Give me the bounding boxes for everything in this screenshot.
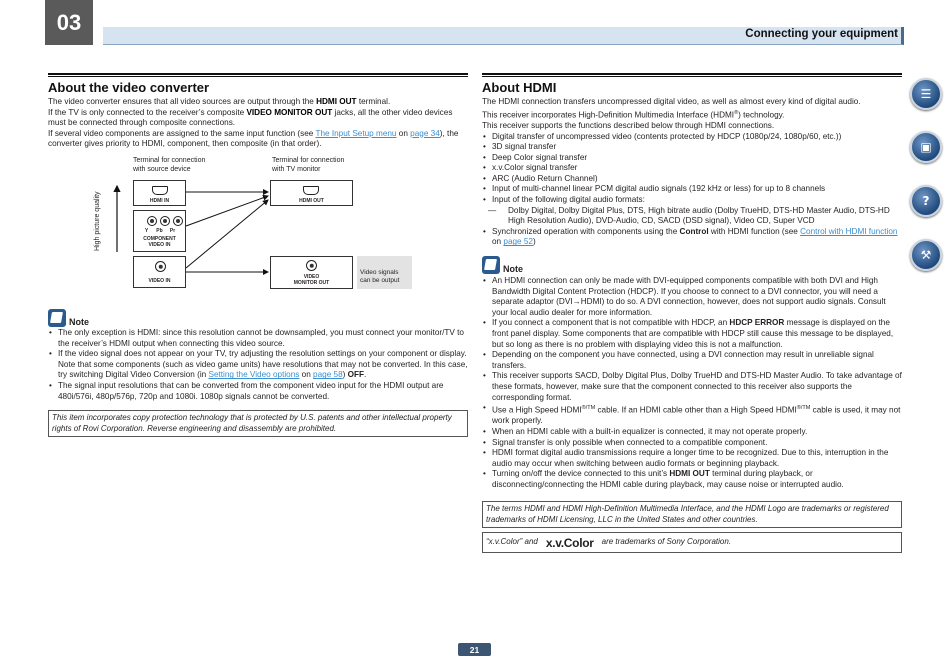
feature-item: • x.v.Color signal transfer: [482, 163, 902, 174]
xvcolor-logo: x.v.Color: [545, 535, 594, 550]
xvcolor-prefix: “x.v.Color” and: [486, 537, 538, 547]
video-monitor-out-label: VIDEO MONITOR OUT: [293, 274, 330, 286]
video-in-label: VIDEO IN: [148, 278, 171, 284]
about-hdmi-heading: About HDMI: [482, 80, 557, 95]
cross-reference-link[interactable]: page 58: [313, 370, 343, 380]
feature-item: • ARC (Audio Return Channel): [482, 174, 902, 185]
rovi-disclaimer: This item incorporates copy protection technology that is protected by U.S. patents and other intellectual property rights of Rovi Corporation. Reverse engineering and disassembly are prohibited.: [48, 410, 468, 437]
feature-item: • 3D signal transfer: [482, 142, 902, 153]
list-item: • Use a High Speed $HDMI^{®/TM}$ cable. If an HDMI cable other than a High Speed $HDMI^{®/TM}$ cable is used, it may not work properly.: [482, 403, 902, 427]
feature-item: • Deep Color signal transfer: [482, 153, 902, 164]
bold-term: VIDEO MONITOR OUT: [246, 107, 333, 117]
cross-reference-link[interactable]: Control with HDMI function: [800, 226, 898, 236]
hdmi-out-box: [270, 180, 353, 206]
right-notes-list: [482, 276, 902, 491]
left-section-rule: [48, 73, 468, 77]
tv-terminal-label: Terminal for connection with TV monitor: [272, 157, 345, 173]
intro-paragraph: This receiver supports the functions described below through HDMI connections.: [482, 120, 775, 130]
chapter-number: 03: [45, 0, 93, 45]
cross-reference-link[interactable]: Setting the Video options: [208, 370, 300, 380]
settings-icon[interactable]: ⚒: [910, 239, 942, 271]
superscript: ®: [734, 109, 739, 116]
legend-box: [357, 256, 412, 289]
cross-reference-link[interactable]: The Input Setup menu: [315, 128, 397, 138]
video-monitor-out-box: [270, 256, 353, 289]
component-to-hdmi-arrow: [186, 196, 268, 226]
list-item: • Depending on the component you have connected, using a DVI connection may result in unreliable signal transfers.: [482, 350, 902, 371]
left-notes-list: [48, 328, 468, 402]
list-item: • This receiver supports SACD, Dolby Digital Plus, Dolby TrueHD and DTS-HD Master Audio. To take advantage of these formats, however, make sure that the component connected to this receiver also supports the corresponding format.: [482, 371, 902, 403]
cross-reference-link[interactable]: page 34: [410, 128, 440, 138]
hdmi-trademark-box: The terms HDMI and HDMI High-Definition Multimedia Interface, and the HDMI Logo are trademarks or registered trademarks of HDMI Licensing, LLC in the United States and other countries.: [482, 501, 902, 528]
intro-paragraph: The HDMI connection transfers uncompressed digital video, as well as almost every kind of digital audio.: [482, 97, 861, 106]
list-item: • Signal transfer is only possible when connected to a compatible component.: [482, 438, 902, 449]
note-label: Note: [69, 317, 89, 327]
video-converter-intro: [48, 97, 468, 150]
bold-term: HDCP ERROR: [729, 318, 785, 328]
source-terminal-label: Terminal for connection with source device: [133, 157, 206, 173]
list-item: • When an HDMI cable with a built-in equalizer is connected, it may not operate properly.: [482, 427, 902, 438]
feature-item: • Synchronized operation with components using the Control with HDMI function (see Control with HDMI function on page 52): [482, 227, 902, 248]
bold-term: HDMI OUT: [669, 469, 710, 479]
intro-paragraph: If several video components are assigned to the same input function (see The Input Setup menu on page 34), the converter gives priority to HDMI, component, then composite (in that order).: [48, 128, 459, 149]
note-icon: [482, 256, 500, 274]
bold-term: OFF: [347, 370, 365, 380]
hdmi-out-label: HDMI OUT: [299, 198, 324, 204]
jack-video-in-icon: [155, 261, 166, 272]
jack-y-icon: [147, 216, 157, 226]
cross-reference-link[interactable]: page 52: [503, 237, 533, 247]
jack-pr-label: Pr: [169, 228, 176, 234]
superscript: ®/TM: [796, 405, 811, 412]
hdmi-port-icon: [303, 186, 319, 195]
intro-paragraph: This receiver incorporates High-Definition Multimedia Interface (HDMI®) technology.: [482, 109, 785, 120]
component-in-label: COMPONENT VIDEO IN: [143, 236, 176, 248]
feature-item: • Input of multi-channel linear PCM digital audio signals (192 kHz or less) for up to 8 channels: [482, 184, 902, 195]
video-converter-heading: About the video converter: [48, 80, 210, 95]
xvcolor-suffix: are trademarks of Sony Corporation.: [601, 537, 732, 547]
intro-paragraph: If the TV is only connected to the receiver’s composite VIDEO MONITOR OUT jacks, all the other video devices must be connected through composite connections.: [48, 107, 453, 128]
left-note-header: [48, 309, 89, 327]
page-number: 21: [458, 643, 491, 656]
receiver-icon[interactable]: ▣: [910, 131, 942, 163]
jack-y-label: Y: [144, 228, 149, 234]
picture-quality-axis-label: High picture quality: [94, 191, 101, 251]
right-section-rule: [482, 73, 902, 77]
list-item: • HDMI format digital audio transmissions require a longer time to be recognized. Due to this, interruption in the audio may occur when switching between audio formats or beginning playback.: [482, 448, 902, 469]
legend-text: Video signals can be output: [360, 269, 400, 284]
component-in-box: [133, 210, 186, 252]
help-icon[interactable]: ?: [910, 185, 942, 217]
jack-pr-icon: [173, 216, 183, 226]
hdmi-port-icon: [152, 186, 168, 195]
jack-pb-label: Pb: [156, 228, 163, 234]
superscript: ®/TM: [581, 405, 596, 412]
video-in-box: [133, 256, 186, 288]
about-hdmi-body: [482, 97, 902, 248]
list-item: • Turning on/off the device connected to this unit’s HDMI OUT terminal during playback, or disconnecting/connecting the HDMI cable during playback, may cause noise or interrupted audio.: [482, 469, 902, 490]
jack-pb-icon: [160, 216, 170, 226]
feature-item: • Input of the following digital audio formats:: [482, 195, 902, 206]
xvcolor-trademark-box: [482, 532, 902, 553]
list-item: • An HDMI connection can only be made with DVI-equipped components compatible with both DVI and High Bandwidth Digital Content Protection (HDCP). If you choose to connect to a DVI connector, you will need a separate adaptor (DVI→HDMI) to do so. A DVI connection, however, does not support audio signals. Consult your local audio dealer for more information.: [482, 276, 902, 318]
composite-to-hdmi-arrow: [186, 200, 268, 268]
book-icon[interactable]: ☰: [910, 78, 942, 110]
list-item: • If the video signal does not appear on your TV, try adjusting the resolution settings on your component or display. Note that some components (such as video game units) have resolutions that may not be converted. In this case, try switching Digital Video Conversion (in Setting the Video options on page 58) OFF.: [48, 349, 468, 381]
intro-paragraph: The video converter ensures that all video sources are output through the HDMI OUT terminal.: [48, 97, 391, 106]
list-item: • The only exception is HDMI: since this resolution cannot be downsampled, you must connect your monitor/TV to the receiver’s HDMI output when connecting this video source.: [48, 328, 468, 349]
feature-item: • Digital transfer of uncompressed video (contents protected by HDCP (1080p/24, 1080p/60, etc.)): [482, 132, 902, 143]
jack-monitor-out-icon: [306, 260, 317, 271]
note-icon: [48, 309, 66, 327]
right-note-header: [482, 256, 523, 274]
list-item: • If you connect a component that is not compatible with HDCP, an HDCP ERROR message is displayed on the front panel display. Some components that are compatible with HDCP still cause this message to be displayed, but so long as there is no problem with displaying video this is not a malfunction.: [482, 318, 902, 350]
bold-term: Control: [679, 226, 709, 236]
hdmi-in-box: [133, 180, 186, 206]
hdmi-features-list: [482, 132, 902, 249]
hdmi-in-label: HDMI IN: [149, 198, 170, 204]
bold-term: HDMI OUT: [316, 97, 357, 106]
header-title: Connecting your equipment: [745, 28, 898, 40]
list-item: • The signal input resolutions that can be converted from the component video input for the HDMI output are 480i/576i, 480p/576p, 720p and 1080i. 1080p signals cannot be converted.: [48, 381, 468, 402]
video-converter-diagram: [94, 156, 420, 296]
note-label: Note: [503, 264, 523, 274]
feature-item: — Dolby Digital, Dolby Digital Plus, DTS, High bitrate audio (Dolby TrueHD, DTS-HD Master Audio, DTS-HD High Resolution Audio), DVD-Audio, CD, SACD (DSD signal), Video CD, Super VCD: [482, 206, 902, 227]
